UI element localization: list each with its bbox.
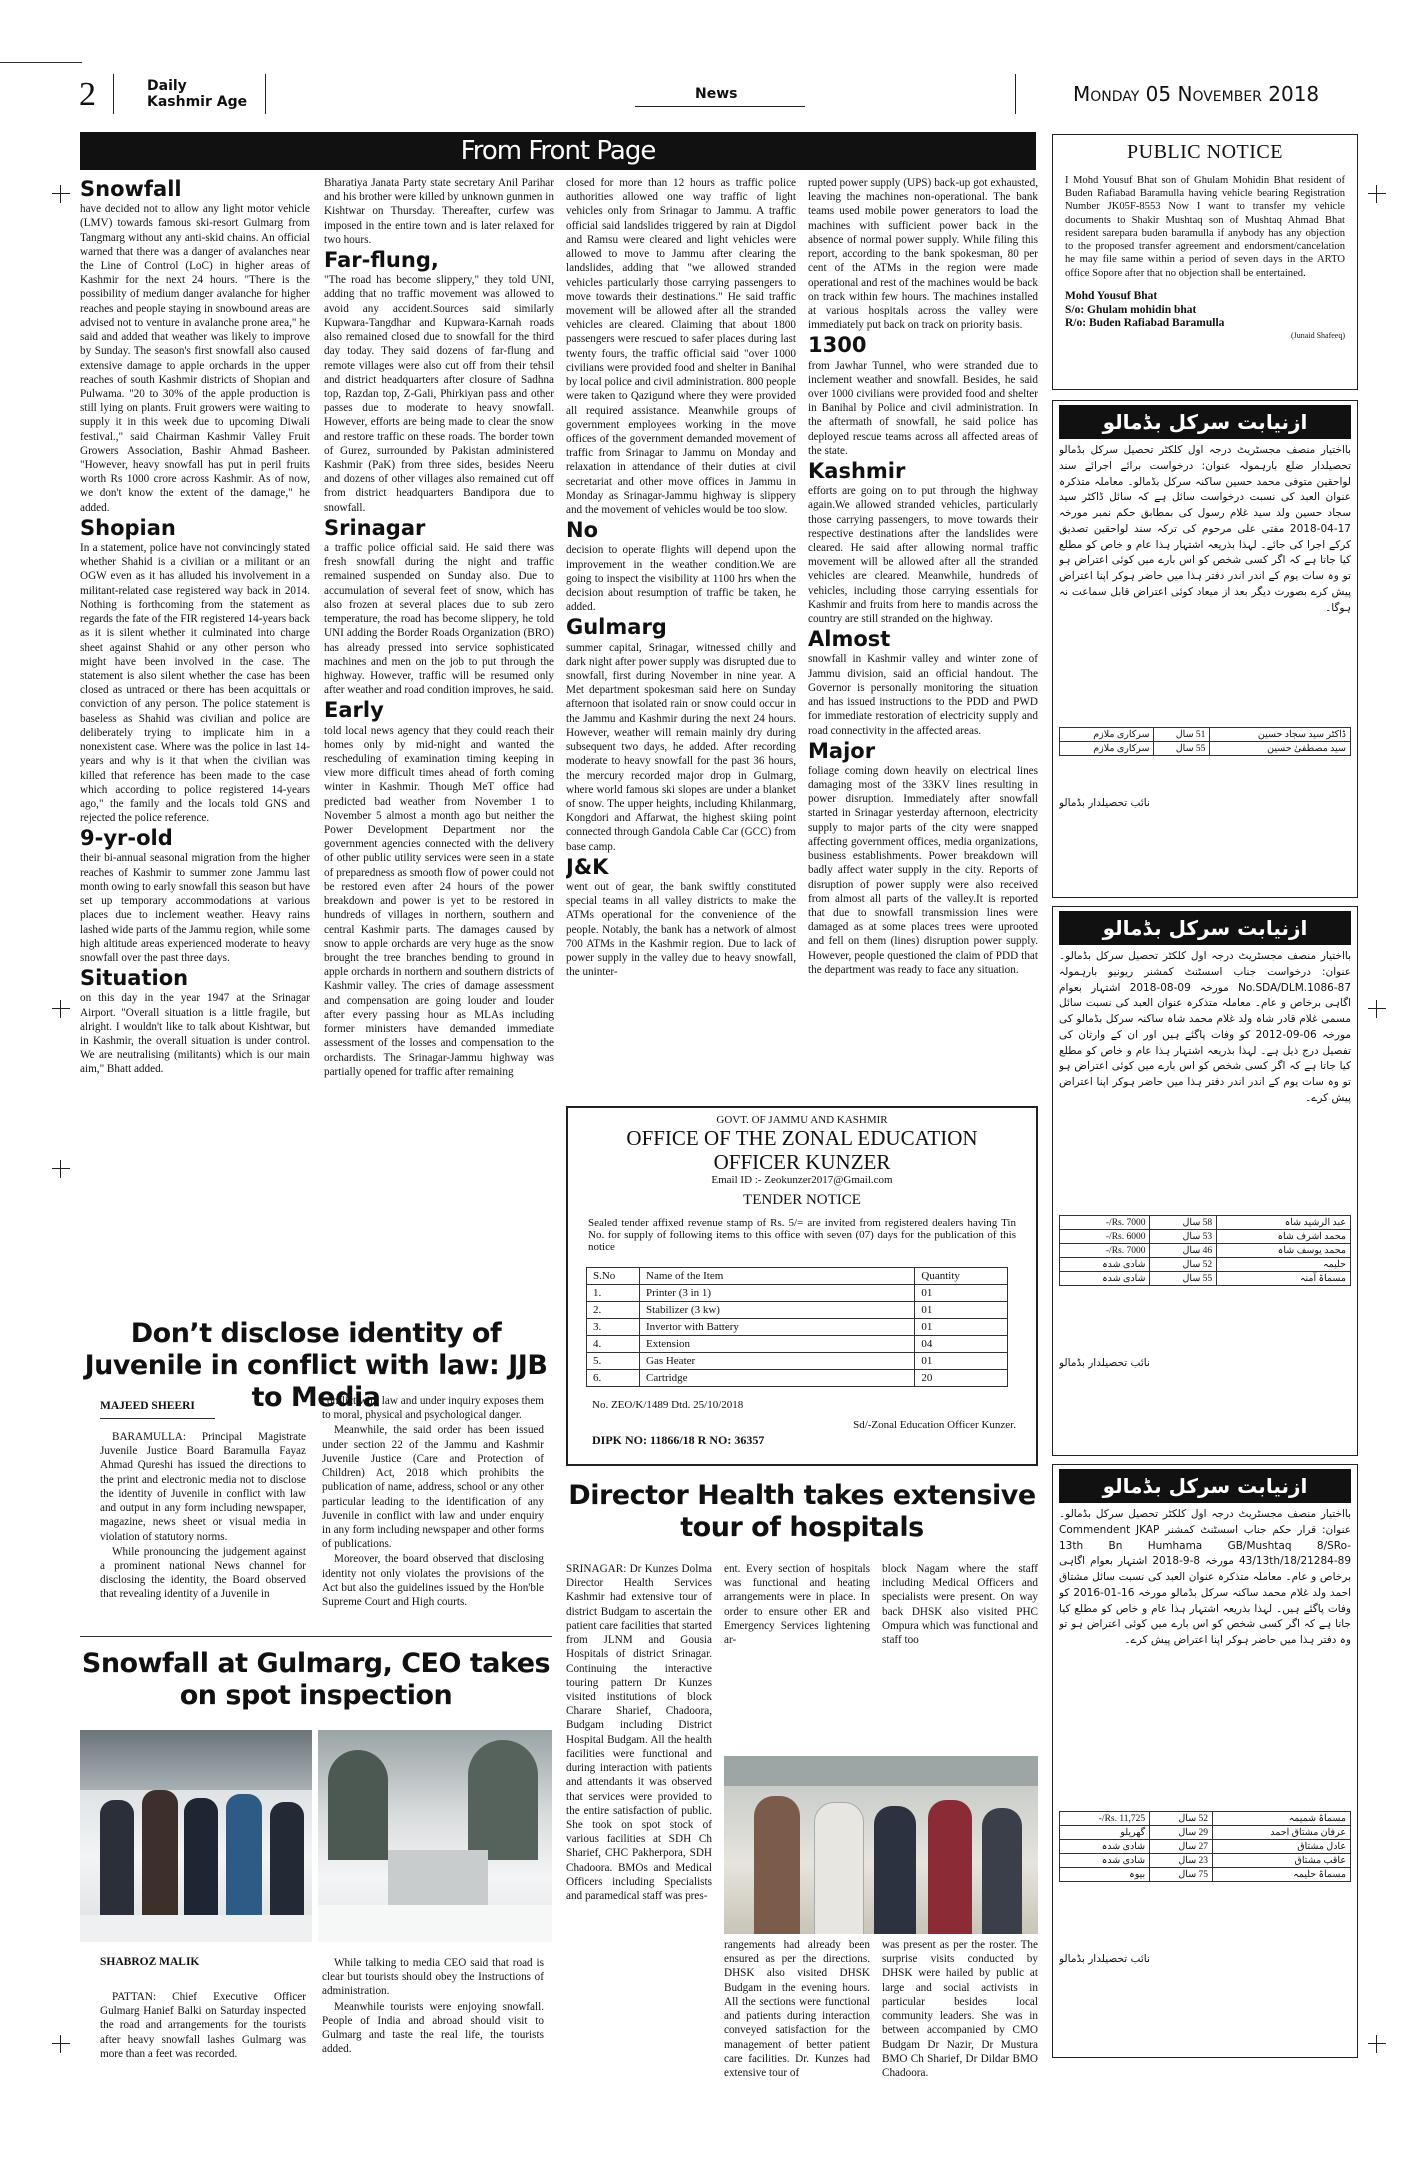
- story-head-major: Major: [808, 738, 876, 763]
- story-text: ent. Every section of hospitals was functional and heating arrangements were in place. In order to ensure other ER and Emergency Services lightening ar-: [724, 1563, 870, 1647]
- story-head-situation: Situation: [80, 966, 189, 991]
- story-text: told local news agency that they could reach their homes only by mid-night and wanted the rescheduling of examination timing keeping in view more difficult times ahead of forth coming winter in Kashmir. Though MeT office had predicted bad weather from November 1 to November 5 almost a month ago but neither the Power Development Department nor the government agencies connected with the delivery of other public utility services were seen in a state of preparedness as smooth flow of power could not be restored even after 24 hours of the power breakdown and power is yet to be restored in hundreds of villages in northern, southern and central Kashmir parts. The damages caused by snow to apple orchards are very huge as the snow brought the tree branches bending to ground in apple orchards in northern and southern districts of Kashmir valley. The cries of damage assessment and compensation are going louder and louder after every passing hour as MLAs including former ministers have demanded immediate assessment of the losses and compensation to the orchardists. The Srinagar-Jammu highway was partially opened for traffic after remaining: [324, 724, 554, 1078]
- tender-table: [586, 1267, 1008, 1387]
- table-row: مسماۃ شمیمہ 52 سال Rs. 11,725/-: [1060, 1812, 1351, 1826]
- page-number: 2: [79, 76, 96, 113]
- urdu-notice-title: ازنیابت سرکل بڈمالو: [1059, 1469, 1351, 1503]
- issue-date: Monday 05 November 2018: [1073, 82, 1320, 106]
- column-header: S.No: [587, 1268, 640, 1285]
- masthead: [75, 70, 1365, 120]
- paper-name: Daily Kashmir Age: [147, 78, 248, 111]
- tender-dipk: DIPK NO: 11866/18 R NO: 36357: [592, 1433, 765, 1448]
- divider: [113, 74, 114, 114]
- urdu-notice-table: [1059, 1811, 1351, 1882]
- story-head-farflung: Far-flung,: [324, 248, 439, 273]
- story-head-snowfall: Snowfall: [80, 177, 182, 201]
- health-column-1: [566, 1562, 712, 2100]
- urdu-notice-table: [1059, 1215, 1351, 1286]
- table-row: مسماۃ آمنہ 55 سال شادی شدہ: [1060, 1272, 1351, 1286]
- registration-mark: [52, 1160, 70, 1178]
- gulmarg-column-2: [322, 1956, 544, 2100]
- urdu-notice-title: ازنیابت سرکل بڈمالو: [1059, 405, 1351, 439]
- story-head-9yr: 9-yr-old: [80, 826, 173, 851]
- story-text: PATTAN: Chief Executive Officer Gulmarg Hanief Balki on Saturday inspected the road and arrangements for the tourists after heavy snowfall lashes Gulmarg was more than a feet was recorded.: [100, 1991, 306, 2060]
- table-row: 3. Invertor with Battery 01: [587, 1319, 1008, 1336]
- urdu-notice-table: [1059, 727, 1351, 756]
- table-row: محمد یوسف شاہ 46 سال Rs. 7000/-: [1060, 1244, 1351, 1258]
- story-text: In a statement, police have not convincingly stated whether Shahid is a civilian or a militant or an OGW even as it has alluded his involvement in a militant-related case registered way back in 2014. Nothing is forthcoming from the statement as regards the fate of the FIR registered 14-years back as it is silent whether it culminated into charge sheet against Shahid or any other person who might have been involved in the case. The statement is also silent whether the case has been closed as untraced or there has been acquittals or conviction of any person. The police statement is baseless as Shahid was civilian and police are deliberately trying to implicate him in a nonexistent case. Where was the police in last 14-years and why is it that when the civilian was killed that reference has been made to the case which according to police registered 14-years ago," the family and the locals told GNS and rejected the police reference.: [80, 542, 310, 825]
- urdu-notice-body: بااختیار منصف مجسٹریٹ درجہ اول کلکٹر تحصیل سرکل بڈمالو تحصیلدار ضلع بارہمولہ عنوان: درخواست برائے اجرائے سند لواحقین متوفی محمد حسین ساکنہ سرکل بڈمالو۔ معاملہ متذکرہ عنوان العبد کی نسبت درخواست سائل ہے کہ سائل ڈاکٹر سید سجاد حسین ولد سید غلام رسول کی بمطابق حکم نمبر مورخہ 17-04-2018 مفتی علی مرحوم کی ترکہ سند لواحقین تصدیق کرکے اجرا کی جائے۔ لہذا بذریعہ اشتہار ہذا عام و خاص کو مطلع کیا جاتا ہے کہ اگر کسی شخص کو اس بارے میں کوئی اعتراض ہو تو وہ سات یوم کے اندر اندر دفتر ہذا میں حاضر ہوکر اپنا اعتراض پیش کرے بصورت دیگر بعد از میعاد کوئی اعتراض قابل سماعت نہ ہوگا۔: [1059, 444, 1351, 614]
- table-row: 4. Extension 04: [587, 1336, 1008, 1353]
- table-header-row: [587, 1268, 1008, 1285]
- story-head-1300: 1300: [808, 333, 867, 358]
- story-head-no: No: [566, 518, 599, 543]
- urdu-notice-sign: نائب تحصیلدار بڈمالو: [1059, 1357, 1150, 1369]
- story-text: block Nagam where the staff including Medical Officers and specialists were present. On way back DHSK also visited PHC Ompura which was functional and staff too: [882, 1563, 1038, 1647]
- table-row: 5. Gas Heater 01: [587, 1353, 1008, 1370]
- urdu-notice-2: [1052, 906, 1358, 1456]
- story-text: "The road has become slippery," they told UNI, adding that no traffic movement was allowed to avoid any accident.Sources said similarly Kupwara-Tangdhar and Kupwara-Karnah roads also remained closed due to snowfall for the third day today. They said dozens of far-flung and remote villages were also cut off from their tehsil and district headquarters after closure of Sadhna top, Razdan top, Z-Gali, Phirkiyan pass and other passes due to moderate to heavy snowfall. However, efforts are being made to clear the snow and restore traffic on these roads. The border town of Gurez, surrounded by Pakistan administered Kashmir (PaK) from three sides, besides Neeru and dozens of other villages also remained cut off from district headquarters Bandipora due to snowfall.: [324, 274, 554, 514]
- story-text: on this day in the year 1947 at the Srinagar Airport. "Overall situation is a little fragile, but alright. I wouldn't like to talk about Kishtwar, but in Kashmir, the overall situation is under control. We are neutralising (militants) which is our main aim," Bhatt added.: [80, 992, 310, 1076]
- story-text: a traffic police official said. He said there was fresh snowfall during the night and traffic remained suspended on Sunday also. Due to accumulation of several feet of snow, which has also frozen at several places due to sub zero temperature, the road has become slippery, he told UNI adding the Border Roads Organization (BRO) has already pressed into service sophisticated machines and men on the job to put through the highway. However, traffic will be resumed only after weather and road condition improves, he said.: [324, 542, 554, 697]
- urdu-notice-title: ازنیابت سرکل بڈمالو: [1059, 911, 1351, 945]
- gulmarg-photo-left: [80, 1730, 312, 1942]
- table-row: عرفان مشتاق احمد 29 سال گھریلو: [1060, 1826, 1351, 1840]
- health-headline: Director Health takes extensive tour of hospitals: [568, 1480, 1036, 1543]
- notice-body: I Mohd Yousuf Bhat son of Ghulam Mohidin Bhat resident of Buden Rafiabad Baramulla having vehicle bearing Registration Number JK05F-8553 Now I want to transfer my vehicle documents to Shakir Mushtaq son of Mushtaq Ahmad Bhat resident sarepara buden baramulla if anybody has any objection to the proposed transfer agreement and endorsment/cancelation he may file same within a period of seven days in the ARTO office Sopore after that no objection shall be entertained.: [1065, 175, 1345, 279]
- story-head-kashmir: Kashmir: [808, 459, 906, 484]
- story-text: their bi-annual seasonal migration from the higher reaches of Kashmir to summer zone Jammu last month owing to early snowfall this season but have set up temporary accommodations at various places due to inclement weather. Heavy rains lashed wide parts of the Jammu region, while some high altitude areas experienced moderate to heavy snowfall over the past three days.: [80, 852, 310, 964]
- story-text: snowfall in Kashmir valley and winter zone of Jammu division, said an official handout. The Governor is personally monitoring the situation and has issued instructions to the PDD and PWD for immediate restoration of electricity supply and road connectivity in the affected areas.: [808, 653, 1038, 737]
- gulmarg-column-1: [100, 1990, 306, 2100]
- section-banner: [80, 132, 1036, 170]
- story-text: closed for more than 12 hours as traffic police authorities allowed one way traffic of light vehicles only from Srinagar to Jammu. A traffic official said landslides triggered by rain at Digdol and Ramsu were cleared and light vehicles were allowed to move to Jammu after clearing the landslides, adding that "we allowed stranded vehicles particularly those carrying passengers to move towards their destinations." He said traffic movement will be allowed after all the stranded vehicles are cleared. Claiming that about 1800 passengers were rescued to safer places during last twenty fours, the traffic official said "over 1000 civilians were provided food and shelter in Banihal by local police and civil administration. 800 people were taken to Qazigund where they were provided all required assistance. Meanwhile groups of government employees working in the move offices of the government demanded movement of traffic from Srinagar to Jammu on Monday and relaxation in attendance of their duties at civil secretariat and other move offices in Jammu in Monday as Srinagar-Jammu highway is slippery and the movement of vehicles would be too slow.: [566, 177, 796, 517]
- story-text: BARAMULLA: Principal Magistrate Juvenile Justice Board Baramulla Fayaz Ahmad Qureshi has issued the directions to the print and electronic media not to disclose the identity of Juvenile in conflict with law and output in any form including newspaper, magazine, news sheet or visual media in violation of statutory norms.: [100, 1431, 306, 1543]
- table-row: عاقب مشتاق 23 سال شادی شدہ: [1060, 1854, 1351, 1868]
- table-row: 6. Cartridge 20: [587, 1370, 1008, 1387]
- byline-rule: [100, 1418, 215, 1419]
- table-row: سید مصطفیٰ حسین 55 سال سرکاری ملازم: [1060, 742, 1351, 756]
- notice-title: PUBLIC NOTICE: [1127, 141, 1283, 163]
- story-text: was present as per the roster. The surprise visits conducted by DHSK were hailed by public at large and social activists in particular besides local community leaders. She was in between accompanied by CMO Budgam Dr Nazir, Dr Mustura BMO Ch Sharief, Dr Dildar BMO Chadoora.: [882, 1939, 1038, 2079]
- table-row: عبد الرشید شاہ 58 سال Rs. 7000/-: [1060, 1216, 1351, 1230]
- story-text: foliage coming down heavily on electrical lines damaging most of the 33KV lines resulting in power disruption. Immediately after snowfall started in Srinagar yesterday afternoon, electricity supply to major parts of the city were snapped affecting government offices, media organizations, business establishments. Power breakdown will badly affect water supply in the city. Reports of disruption of power supply were also received from almost all parts of the valley.It is reported that due to snowfall transmission lines were damaged as at some places trees were uprooted and fell on them (lines) disruption power supply. However, people questioned the claim of PDD that the department was ready to face any situation.: [808, 764, 1038, 976]
- column-4: [808, 176, 1038, 1094]
- story-head-srinagar: Srinagar: [324, 515, 426, 540]
- health-column-4: [724, 1938, 870, 2100]
- column-1: [80, 176, 310, 1318]
- story-text: SRINAGAR: Dr Kunzes Dolma Director Health Services Kashmir had extensive tour of district Budgam to ascertain the patient care facilities that started from JLNM and Gousia Hospitals of district Srinagar. Continuing the interactive touring pattern Dr Kunzes visited institutions of block Charare Sharief, Chadoora, Budgam including District Hospital Budgam. All the health facilities were functional and during interaction with patients and attendants it was observed that services were provided to the entire satisfaction of public. She took on spot stock of various facilities at SDH Ch Sharief, CHC Pakherpora, SDH Chadoora. BMOs and Medical Officers including Specialists and paramedical staff was pres-: [566, 1563, 712, 1903]
- tender-body: Sealed tender affixed revenue stamp of Rs. 5/= are invited from registered dealers having Tin No. for supply of following items to this office with seven (07) days for the publication of this notice: [588, 1217, 1016, 1254]
- story-head-early: Early: [324, 698, 384, 723]
- section-label: News: [695, 86, 738, 102]
- gulmarg-byline: SHABROZ MALIK: [100, 1956, 200, 1968]
- notice-signatory: Mohd Yousuf Bhat S/o: Ghulam mohidin bhat R/o: Buden Rafiabad Baramulla: [1065, 289, 1225, 330]
- tender-office-line2: OFFICER KUNZER: [713, 1150, 891, 1175]
- tender-office-line1: OFFICE OF THE ZONAL EDUCATION: [626, 1126, 978, 1150]
- urdu-notice-sign: نائب تحصیلدار بڈمالو: [1059, 1953, 1150, 1965]
- urdu-notice-1: [1052, 400, 1358, 898]
- story-text: rangements had already been ensured as per the directions. DHSK also visited DHSK Budgam in the evening hours. All the sections were functional and patients during interaction conveyed satisfaction for the management of better patient care facilities. Dr. Kunzes had extensive tour of: [724, 1939, 870, 2079]
- divider: [1015, 74, 1016, 114]
- story-text: Bharatiya Janata Party state secretary Anil Parihar and his brother were killed by unknown gunmen in Kishtwar on Thursday. Thereafter, curfew was imposed in the entire town and is later relaxed for two hours.: [324, 177, 554, 246]
- story-text: decision to operate flights will depend upon the improvement in the weather condition.We are going to inspect the visibility at 1100 hrs when the decision about resumption of traffic be taken, he added.: [566, 544, 796, 614]
- section-rule: [635, 106, 805, 107]
- crop-line: [0, 62, 82, 63]
- notice-credit: (Junaid Shafeeq): [1291, 331, 1345, 341]
- tender-sign: Sd/-Zonal Education Officer Kunzer.: [853, 1419, 1016, 1432]
- gulmarg-headline: Snowfall at Gulmarg, CEO takes on spot inspection: [81, 1648, 551, 1711]
- tender-notice: [566, 1106, 1038, 1466]
- story-head-almost: Almost: [808, 627, 891, 652]
- story-text: While pronouncing the judgement against a prominent national News channel for disclosing the identity, the Board observed that revealing identity of a Juvenile in: [100, 1545, 306, 1601]
- story-text: conflict with law and under inquiry exposes them to moral, physical and psychological danger.: [322, 1395, 544, 1422]
- story-text: from Jawhar Tunnel, who were stranded due to inclement weather and snowfall. Besides, he said over 1000 civilians were provided food and shelter in Banihal by Police and civil administration. In the aftermath of snowfall, he said police has deployed rescue teams across all affected areas of the state.: [808, 359, 1038, 457]
- health-column-3: [882, 1562, 1038, 1750]
- table-row: عادل مشتاق 27 سال شادی شدہ: [1060, 1840, 1351, 1854]
- registration-mark: [1368, 185, 1386, 203]
- column-2: [324, 176, 554, 1318]
- health-column-2: [724, 1562, 870, 1750]
- tender-govt: GOVT. OF JAMMU AND KASHMIR: [716, 1114, 888, 1126]
- banner-title: From Front Page: [460, 136, 656, 166]
- story-head-shopian: Shopian: [80, 515, 176, 540]
- story-text: While talking to media CEO said that road is clear but tourists should obey the Instructions of administration.: [322, 1957, 544, 1998]
- registration-mark: [52, 1000, 70, 1018]
- juvenile-byline: MAJEED SHEERI: [100, 1400, 195, 1412]
- urdu-notice-body: بااختیار منصف مجسٹریٹ درجہ اول کلکٹر تحصیل سرکل بڈمالو۔ عنوان: درخواست جناب اسسٹنٹ کمشنر ریونیو بارہمولہ No.SDA/DLM.1086-87 مورخہ 09-08-2018 اشتہار بعوام اگاہی برخاص و عام۔ معاملہ متذکرہ عنوان العبد کی نسبت سائل مسمی غلام قادر شاہ ولد غلام محمد شاہ ساکنہ سرکل بڈمالو کی مورخہ 06-09-2012 کو وفات پاگئے ہیں اور ان کے وارثان کی تفصیل درج ذیل ہے۔ لہذا بذریعہ اشتہار ہذا عام و خاص کو مطلع کیا جاتا ہے کہ اگر کسی شخص کو اس بارے میں کوئی اعتراض ہو تو وہ سات یوم کے اندر اندر دفتر ہذا میں حاضر ہوکر اپنا اعتراض پیش کرے۔: [1059, 950, 1351, 1104]
- table-row: مسماۃ حلیمہ 75 سال بیوہ: [1060, 1868, 1351, 1882]
- registration-mark: [52, 185, 70, 203]
- registration-mark: [1368, 1000, 1386, 1018]
- story-divider: [80, 1636, 552, 1637]
- table-row: ڈاکٹر سید سجاد حسین 51 سال سرکاری ملازم: [1060, 728, 1351, 742]
- urdu-notice-sign: نائب تحصیلدار بڈمالو: [1059, 797, 1150, 809]
- story-text: went out of gear, the bank swiftly constituted special teams in all valley districts to make the ATMs operational for the convenience of the people. Notably, the bank has a network of almost 700 ATMs in the Kashmir region. Due to lack of power supply in the valley due to heavy snowfall, the uninter-: [566, 880, 796, 979]
- juvenile-column-2: [322, 1394, 544, 1626]
- tender-ref: No. ZEO/K/1489 Dtd. 25/10/2018: [592, 1399, 744, 1412]
- public-notice: [1052, 134, 1358, 390]
- story-text: have decided not to allow any light motor vehicle (LMV) towards famous ski-resort Gulmarg from Tangmarg without any anti-skid chains. An official warned that there was a danger of avalanches near the Line of Control (LoC) in higher areas of Kashmir for the next 24 hours. "There is the possibility of medium danger avalanche for higher reaches and people staying in snowbound areas are advised not to venture in avalanche prone area," he said and added that weather was likely to improve by Sunday. The season's first snowfall also caused extensive damage to apple orchards in the upper reaches of south Kashmir districts of Shopian and Pulwama. "20 to 30% of the apple production is still lying on plants. Fruit growers were waiting to supply it in this week due to upcoming Diwali festival.," said Chairman Kashmir Valley Fruit Growers Association, Bashir Ahmad Basheer. "However, heavy snowfall has put in peril fruits worth Rs 1000 crore across Kashmir. As of now, we don't know the extent of the damage," he added.: [80, 203, 310, 514]
- juvenile-column-1: [100, 1430, 306, 1626]
- story-text: Moreover, the board observed that disclosing identity not only violates the provisions of the Act but also the guidelines issued by the Hon'ble Supreme Court and High courts.: [322, 1553, 544, 1609]
- urdu-notice-body: بااختیار منصف مجسٹریٹ درجہ اول کلکٹر تحصیل سرکل بڈمالو۔ عنوان: قرار حکم جناب اسسٹنٹ کمشنر Commendent JKAP 13th Bn Humhama GB/Mushtaq 8/SRo-43/13th/18/21284-89 مورخہ 8-9-2018 اشتہار بعوام اگاہی برخاص و عام۔ معاملہ متذکرہ عنوان العبد کی نسبت سائل مشتاق احمد ولد غلام محمد ساکنہ سرکل بڈمالو مورخہ 16-01-2016 کو وفات پاگئے ہیں۔ لہذا بذریعہ اشتہار ہذا عام و خاص کو مطلع کیا جاتا ہے کہ اگر کسی شخص کو اس بارے میں کوئی اعتراض ہو تو وہ دفتر ہذا میں حاضر ہوکر اپنا اعتراض پیش کرے۔: [1059, 1508, 1351, 1646]
- table-row: حلیمہ 52 سال شادی شدہ: [1060, 1258, 1351, 1272]
- story-head-gulmarg: Gulmarg: [566, 615, 667, 640]
- tender-email: Email ID :- Zeokunzer2017@Gmail.com: [711, 1174, 893, 1187]
- story-text: Meanwhile tourists were enjoying snowfall. People of India and abroad should visit to Gulmarg and taste the real life, the tourists added.: [322, 2000, 544, 2056]
- table-row: محمد اشرف شاہ 53 سال Rs. 6000/-: [1060, 1230, 1351, 1244]
- column-header: Name of the Item: [640, 1268, 915, 1285]
- juvenile-headline: Don’t disclose identity of Juvenile in conflict with law: JJB to Media: [84, 1318, 548, 1413]
- health-column-5: [882, 1938, 1038, 2100]
- column-3: [566, 176, 796, 1094]
- story-text: Meanwhile, the said order has been issued under section 22 of the Jammu and Kashmir Juvenile Justice (Care and Protection of Children) Act, 2018 which prohibits the publication of name, address, school or any other particular leading to the identification of any Juvenile in conflict with law and under enquiry in any form including newspaper and other forms of publications.: [322, 1424, 544, 1551]
- registration-mark: [1368, 2035, 1386, 2053]
- gulmarg-photo-right: [318, 1730, 552, 1942]
- column-header: Quantity: [915, 1268, 1008, 1285]
- story-text: efforts are going on to put through the highway again.We allowed stranded vehicles, particularly those carrying passengers, to move towards their respective destinations after the landslides were cleared. He said after allowing normal traffic movement will be allowed after all the stranded vehicles are cleared. Meanwhile, hundreds of vehicles, including those carrying essentials for Kashmir and fruits from here to mandis across the country are still stranded on the highway.: [808, 485, 1038, 626]
- divider: [265, 74, 266, 114]
- story-text: rupted power supply (UPS) back-up got exhausted, leaving the machines non-operational. The bank teams used mobile power generators to load the machines with sufficient power back in the absence of normal power supply. While filing this report, according to the bank spokesman, 80 per cent of the ATMs in the region were made operational and rest of the machines would be back on track within few hours. The machines installed at various hospitals across the valley were immediately put back on track on priority basis.: [808, 177, 1038, 332]
- story-text: summer capital, Srinagar, witnessed chilly and dark night after power supply was disrupted due to snowfall, first during November in nine year. A Met department spokesman said here on Sunday afternoon that isolated rain or snow could occur in the Jammu and Kashmir during the next 24 hours. However, weather will remain mainly dry during subsequent two days, he added. After recording moderate to heavy snowfall for the past 36 hours, the mercury recorded major drop in Gulmarg, where world famous ski slopes are under a blanket of snow. The upper heights, including Khilanmarg, Kongdori and Affarwat, the highest skiing point connected through Gandola Cable Car (GCC) from base camp.: [566, 641, 796, 853]
- urdu-notice-3: [1052, 1464, 1358, 2058]
- tender-heading: TENDER NOTICE: [743, 1192, 861, 1209]
- story-head-jk: J&K: [566, 854, 609, 879]
- table-row: 1. Printer (3 in 1) 01: [587, 1285, 1008, 1302]
- registration-mark: [52, 2035, 70, 2053]
- table-row: 2. Stabilizer (3 kw) 01: [587, 1302, 1008, 1319]
- health-photo: [724, 1756, 1038, 1934]
